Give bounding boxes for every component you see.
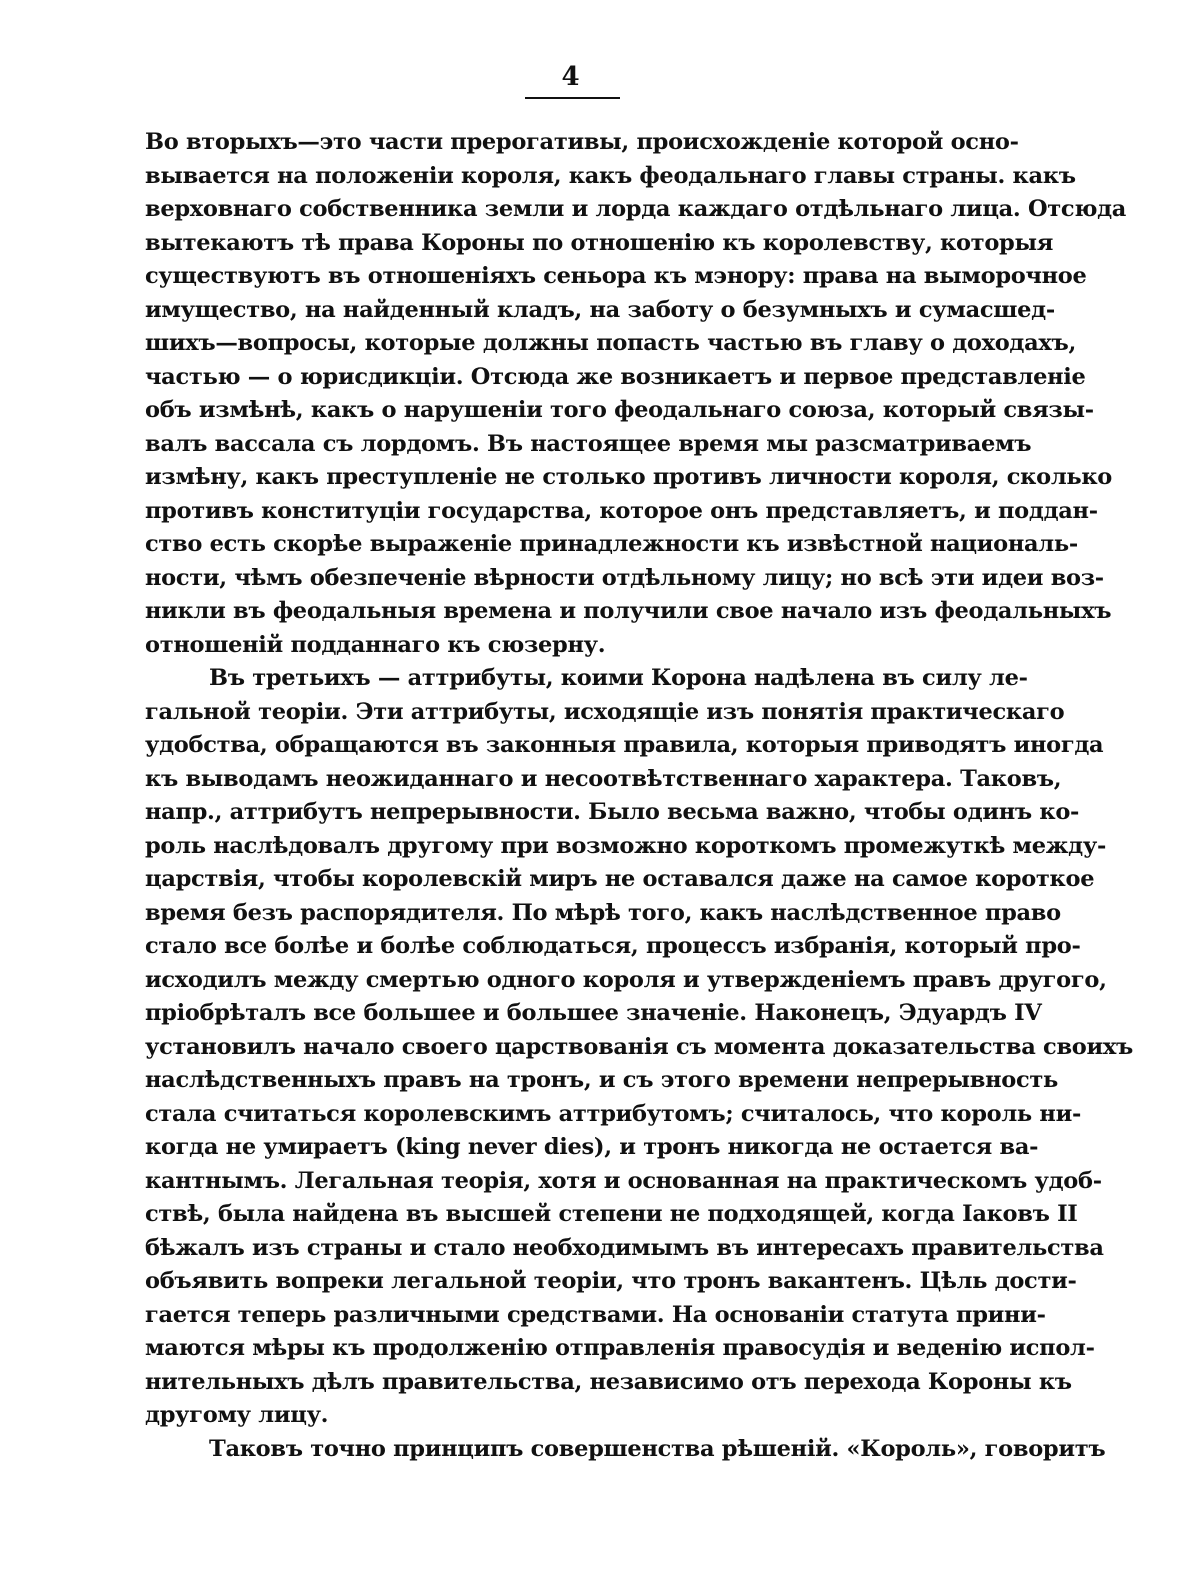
text-line: измѣну, какъ преступленіе не столько противъ личности короля, сколько: [145, 464, 1113, 490]
text-line: частью — о юрисдикціи. Отсюда же возникаетъ и первое представленіе: [145, 363, 1086, 390]
text-line: время безъ распорядителя. По мѣрѣ того, какъ наслѣдственное право: [145, 899, 1061, 926]
text-line: существуютъ въ отношеніяхъ сеньора къ мэнору: права на выморочное: [145, 263, 1087, 289]
text-line: царствія, чтобы королевскій миръ не оставался даже на самое короткое: [145, 866, 1095, 892]
text-line: исходилъ между смертью одного короля и утвержденіемъ правъ другого,: [145, 966, 1107, 993]
body-text: [145, 126, 1133, 1466]
text-line: установилъ начало своего царствованія съ момента доказательства своихъ: [145, 1033, 1133, 1060]
text-line: вытекаютъ тѣ права Короны по отношенію къ королевству, которыя: [145, 229, 1054, 256]
text-line: кантнымъ. Легальная теорія, хотя и основанная на практическомъ удоб-: [145, 1167, 1102, 1194]
text-line: наслѣдственныхъ правъ на тронъ, и съ этого времени непрерывность: [145, 1067, 1059, 1093]
text-line: гается теперь различными средствами. На основаніи статута прини-: [145, 1301, 1046, 1328]
text-line: Въ третьихъ — аттрибуты, коими Корона надѣлена въ силу ле-: [209, 665, 1028, 691]
text-line: другому лицу.: [145, 1402, 329, 1428]
text-line: шихъ—вопросы, которые должны попасть частью въ главу о доходахъ,: [145, 330, 1077, 356]
text-line: никли въ феодальныя времена и получили свое начало изъ феодальныхъ: [145, 598, 1112, 624]
text-line: ности, чѣмъ обезпеченіе вѣрности отдѣльному лицу; но всѣ эти идеи воз-: [145, 564, 1104, 591]
text-line: стала считаться королевскимъ аттрибутомъ; считалось, что король ни-: [145, 1100, 1082, 1127]
text-line: противъ конституціи государства, которое онъ представляетъ, и поддан-: [145, 497, 1098, 524]
text-line: удобства, обращаются въ законныя правила, которыя приводятъ иногда: [145, 732, 1104, 758]
text-line: ство есть скорѣе выраженіе принадлежности къ извѣстной националь-: [145, 531, 1078, 557]
text-line: гальной теоріи. Эти аттрибуты, исходящіе изъ понятія практическаго: [145, 698, 1065, 725]
page-number: 4: [561, 62, 580, 92]
text-line: ствѣ, была найдена въ высшей степени не подходящей, когда Іаковъ II: [145, 1201, 1078, 1227]
text-line: верховнаго собственника земли и лорда каждаго отдѣльнаго лица. Отсюда: [145, 196, 1127, 222]
text-line: когда не умираетъ (king never dies), и тронъ никогда не остается ва-: [145, 1134, 1039, 1160]
text-line: къ выводамъ неожиданнаго и несоотвѣтственнаго характера. Таковъ,: [145, 765, 1062, 792]
text-line: Таковъ точно принципъ совершенства рѣшеній. «Король», говоритъ: [209, 1435, 1106, 1462]
text-line: нительныхъ дѣлъ правительства, независимо отъ перехода Короны къ: [145, 1368, 1072, 1395]
text-line: вывается на положеніи короля, какъ феодальнаго главы страны. какъ: [145, 162, 1076, 189]
text-line: валъ вассала съ лордомъ. Въ настоящее время мы разсматриваемъ: [145, 430, 1032, 457]
text-line: напр., аттрибутъ непрерывности. Было весьма важно, чтобы одинъ ко-: [145, 799, 1080, 825]
text-line: Во вторыхъ—это части прерогативы, происхожденіе которой осно-: [145, 129, 1019, 155]
text-line: бѣжалъ изъ страны и стало необходимымъ въ интересахъ правительства: [145, 1234, 1104, 1261]
text-line: объявить вопреки легальной теоріи, что тронъ вакантенъ. Цѣль дости-: [145, 1268, 1077, 1294]
text-line: роль наслѣдовалъ другому при возможно короткомъ промежуткѣ между-: [145, 832, 1107, 859]
page-number-rule: [525, 97, 620, 99]
text-line: стало все болѣе и болѣе соблюдаться, процессъ избранія, который про-: [145, 933, 1081, 959]
text-line: отношеній подданнаго къ сюзерну.: [145, 631, 606, 658]
text-line: объ измѣнѣ, какъ о нарушеніи того феодальнаго союза, который связы-: [145, 397, 1094, 423]
text-line: имущество, на найденный кладъ, на заботу о безумныхъ и сумасшед-: [145, 296, 1055, 323]
text-line: маются мѣры къ продолженію отправленія правосудія и веденію испол-: [145, 1335, 1095, 1361]
text-line: пріобрѣталъ все большее и большее значеніе. Наконецъ, Эдуардъ IV: [145, 1000, 1042, 1026]
